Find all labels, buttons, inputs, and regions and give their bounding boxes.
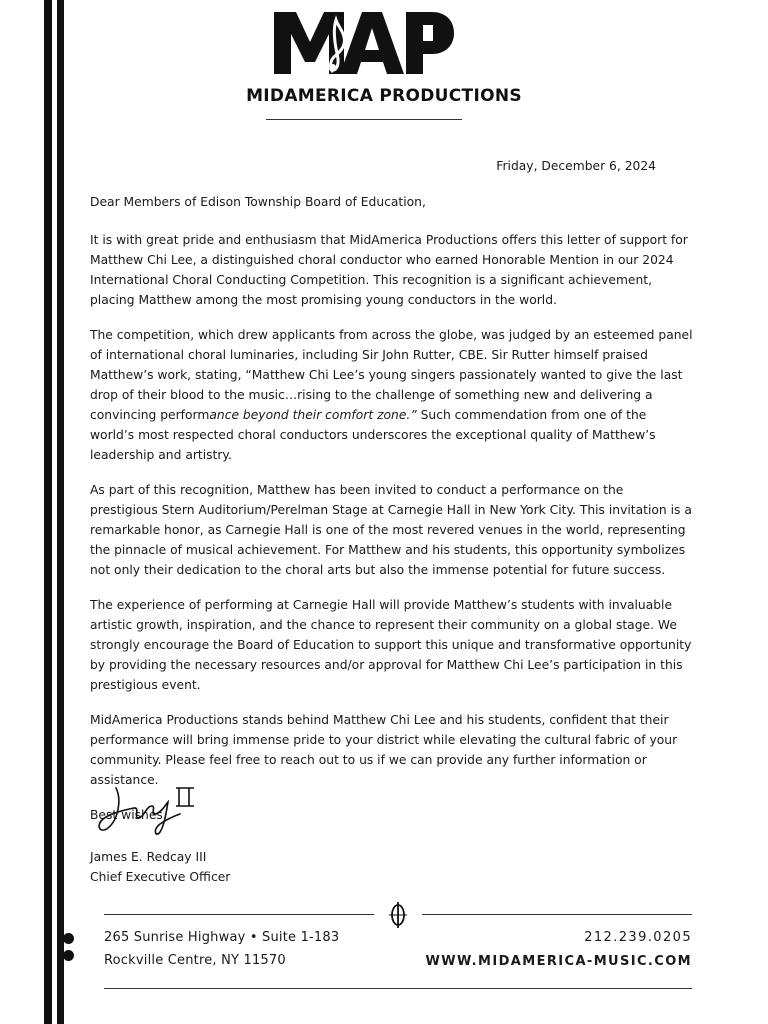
- left-border-bar: [44, 0, 52, 1024]
- footer-rule-right: [422, 914, 692, 915]
- footer-emblem-icon: [387, 902, 409, 928]
- signer-block: [90, 847, 230, 887]
- footer-rule-bottom: [104, 988, 692, 989]
- footer-address-line2: Rockville Centre, NY 11570: [104, 953, 286, 968]
- footer-phone: 212.239.0205: [584, 930, 692, 945]
- map-logo: [274, 12, 454, 74]
- footer-rule-left: [104, 914, 374, 915]
- left-border-dot: [63, 933, 74, 944]
- paragraph-3: As part of this recognition, Matthew has been invited to conduct a performance on the prestigious Stern Auditorium/Perelman Stage at Carnegie Hall in New York City. This invitation is a remarkable honor, as Carnegie Hall is one of the most revered venues in the world, representing the pinnacle of musical achievement. For Matthew and his students, this opportunity symbolizes not only their dedication to the choral arts but also the immense potential for future success.: [90, 483, 692, 577]
- left-border-dot: [63, 950, 74, 961]
- paragraph-2: [90, 325, 694, 465]
- left-border-bar-inner: [57, 0, 64, 1024]
- signer-title: Chief Executive Officer: [90, 870, 231, 884]
- letterhead-divider: [266, 119, 462, 120]
- paragraph-2-start: The competition, which drew applicants from across the globe, was judged by an esteemed panel of international choral luminaries, including Sir John Rutter, CBE. Sir Rutter himself praised Matthew’s work, stating, “Matthew Chi Lee’s young singers passionately wanted to give the last drop of their blood to the music…rising to the challenge of something new and delivering a convincing perform: [90, 328, 693, 422]
- letter-date: Friday, December 6, 2024: [496, 159, 656, 173]
- paragraph-2-end: Such commendation from one of the world’s most respected choral conductors underscores the exceptional quality of Matthew’s leadership and artistry.: [90, 408, 656, 462]
- footer-website[interactable]: WWW.MIDAMERICA-MUSIC.COM: [425, 954, 692, 969]
- letter-body: [90, 192, 694, 840]
- salutation: Dear Members of Edison Township Board of Education,: [90, 195, 426, 209]
- company-name: MIDAMERICA PRODUCTIONS: [246, 86, 522, 106]
- paragraph-1: It is with great pride and enthusiasm that MidAmerica Productions offers this letter of support for Matthew Chi Lee, a distinguished choral conductor who earned Honorable Mention in our 2024 International Choral Conducting Competition. This recognition is a significant achievement, placing Matthew among the most promising young conductors in the world.: [90, 233, 688, 307]
- paragraph-4: The experience of performing at Carnegie Hall will provide Matthew’s students with invaluable artistic growth, inspiration, and the chance to represent their community on a global stage. We strongly encourage the Board of Education to support this unique and transformative opportunity by providing the necessary resources and/or approval for Matthew Chi Lee’s participation in this prestigious event.: [90, 598, 692, 692]
- handwritten-signature: [94, 780, 198, 840]
- signer-name: James E. Redcay III: [90, 850, 207, 864]
- closing: Best wishes,: [90, 808, 167, 822]
- paragraph-2-quote-italic: ance beyond their comfort zone.”: [209, 408, 417, 422]
- paragraph-5: MidAmerica Productions stands behind Matthew Chi Lee and his students, confident that their performance will bring immense pride to your district while elevating the cultural fabric of your community. Please feel free to reach out to us if we can provide any further information or assistance.: [90, 713, 678, 787]
- footer-address-line1: 265 Sunrise Highway • Suite 1-183: [104, 930, 340, 945]
